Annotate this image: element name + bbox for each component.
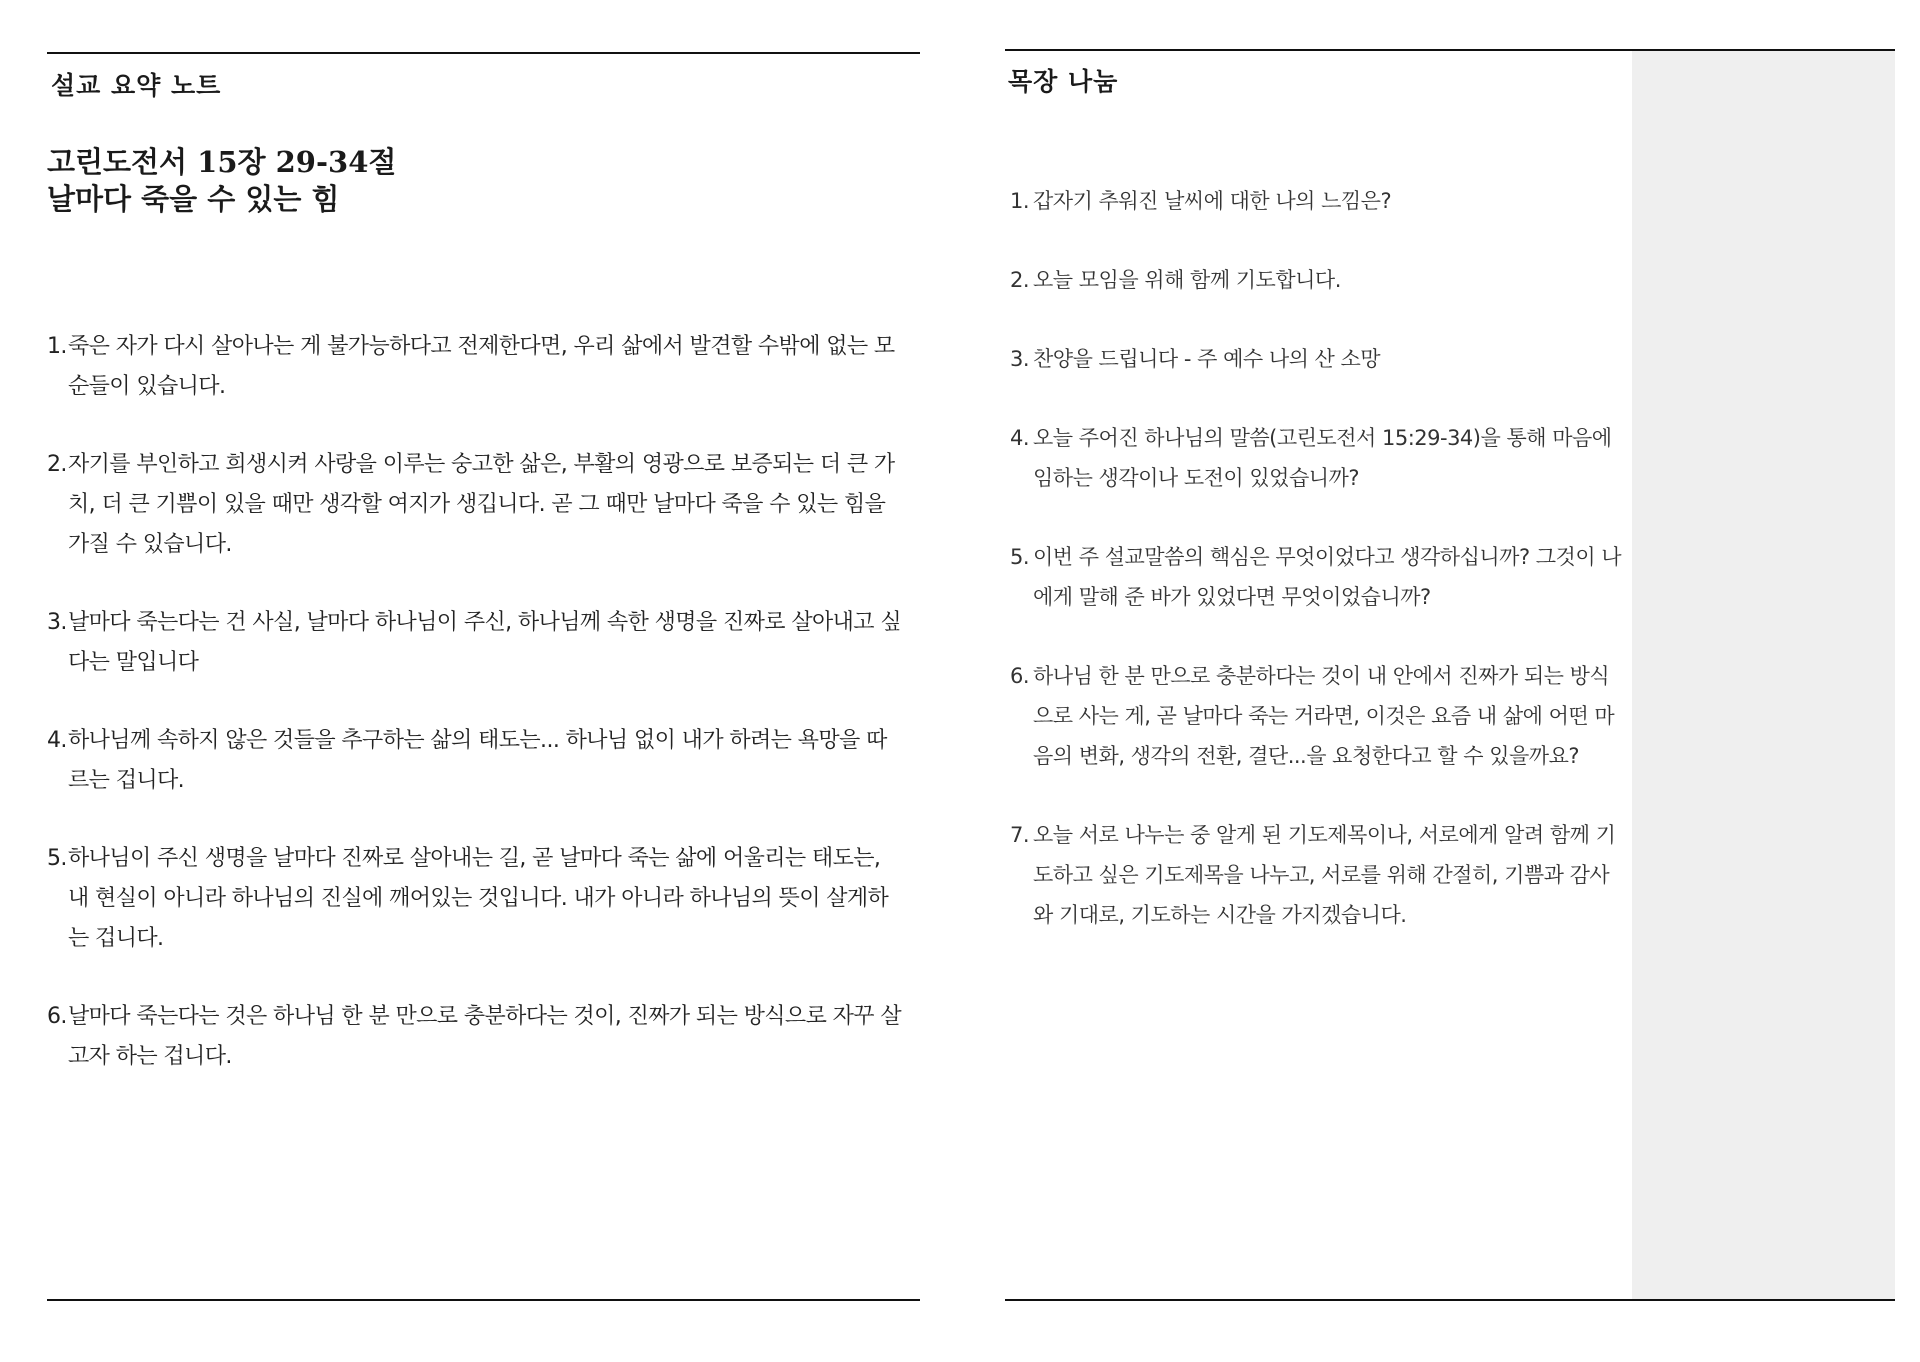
item-text: 자기를 부인하고 희생시켜 사랑을 이루는 숭고한 삶은, 부활의 영광으로 보증되는 더 큰 가치, 더 큰 기쁨이 있을 때만 생각할 여지가 생깁니다. 곧 그 때만 날마다 죽을 수 있는 힘을 가질 수 있습니다. bbox=[68, 452, 895, 557]
item-text: 오늘 주어진 하나님의 말씀(고린도전서 15:29-34)을 통해 마음에 임하는 생각이나 도전이 있었습니까? bbox=[1033, 426, 1612, 490]
item-number: 7. bbox=[1010, 823, 1030, 847]
item-number: 4. bbox=[1010, 426, 1030, 450]
item-number: 5. bbox=[47, 846, 67, 871]
item-number: 3. bbox=[1010, 347, 1030, 371]
question-item bbox=[1010, 418, 1625, 498]
summary-item bbox=[47, 445, 907, 565]
group-sharing-page bbox=[1005, 49, 1895, 1302]
section-label: 설교 요약 노트 bbox=[51, 71, 222, 100]
item-text: 하나님이 주신 생명을 날마다 진짜로 살아내는 길, 곧 날마다 죽는 삶에 어울리는 태도는, 내 현실이 아니라 하나님의 진실에 깨어있는 것입니다. 내가 아니라 하나님의 뜻이 살게하는 겁니다. bbox=[68, 846, 889, 951]
sermon-title bbox=[47, 144, 396, 218]
summary-item bbox=[47, 839, 907, 959]
item-text: 오늘 서로 나누는 중 알게 된 기도제목이나, 서로에게 알려 함께 기도하고 싶은 기도제목을 나누고, 서로를 위해 간절히, 기쁨과 감사와 기대로, 기도하는 시간을 가지겠습니다. bbox=[1033, 823, 1616, 927]
summary-item bbox=[47, 603, 907, 683]
sermon-title-passage: 고린도전서 15장 29-34절 bbox=[47, 145, 397, 179]
item-number: 3. bbox=[47, 610, 67, 635]
item-text: 죽은 자가 다시 살아나는 게 불가능하다고 전제한다면, 우리 삶에서 발견할 수밖에 없는 모순들이 있습니다. bbox=[68, 334, 895, 399]
summary-item bbox=[47, 721, 907, 801]
item-text: 날마다 죽는다는 건 사실, 날마다 하나님이 주신, 하나님께 속한 생명을 진짜로 살아내고 싶다는 말입니다 bbox=[68, 610, 901, 675]
item-text: 하나님 한 분 만으로 충분하다는 것이 내 안에서 진짜가 되는 방식으로 사는 게, 곧 날마다 죽는 거라면, 이것은 요즘 내 삶에 어떤 마음의 변화, 생각의 전환, 결단...을 요청한다고 할 수 있을까요? bbox=[1033, 664, 1615, 768]
question-item bbox=[1010, 181, 1625, 221]
margin-panel bbox=[1632, 51, 1895, 1301]
question-item bbox=[1010, 339, 1625, 379]
item-text: 이번 주 설교말씀의 핵심은 무엇이었다고 생각하십니까? 그것이 나에게 말해 준 바가 있었다면 무엇이었습니까? bbox=[1033, 545, 1622, 609]
item-number: 2. bbox=[47, 452, 67, 477]
sharing-question-list bbox=[1010, 181, 1625, 974]
item-number: 1. bbox=[47, 334, 67, 359]
question-item bbox=[1010, 537, 1625, 617]
item-number: 6. bbox=[1010, 664, 1030, 688]
bottom-divider bbox=[1005, 1299, 1895, 1301]
top-divider bbox=[47, 52, 920, 54]
question-item bbox=[1010, 656, 1625, 776]
sermon-title-subject: 날마다 죽을 수 있는 힘 bbox=[47, 182, 340, 216]
question-item bbox=[1010, 260, 1625, 300]
summary-item bbox=[47, 327, 907, 407]
item-number: 1. bbox=[1010, 189, 1030, 213]
item-text: 날마다 죽는다는 것은 하나님 한 분 만으로 충분하다는 것이, 진짜가 되는 방식으로 자꾸 살고자 하는 겁니다. bbox=[68, 1004, 901, 1069]
item-number: 4. bbox=[47, 728, 67, 753]
item-text: 오늘 모임을 위해 함께 기도합니다. bbox=[1033, 268, 1341, 292]
top-divider bbox=[1005, 49, 1895, 51]
sermon-summary-page bbox=[47, 52, 920, 1302]
item-number: 6. bbox=[47, 1004, 67, 1029]
bottom-divider bbox=[47, 1299, 920, 1301]
item-number: 2. bbox=[1010, 268, 1030, 292]
item-text: 갑자기 추워진 날씨에 대한 나의 느낌은? bbox=[1033, 189, 1392, 213]
item-text: 하나님께 속하지 않은 것들을 추구하는 삶의 태도는... 하나님 없이 내가 하려는 욕망을 따르는 겁니다. bbox=[68, 728, 887, 793]
question-item bbox=[1010, 815, 1625, 935]
summary-item bbox=[47, 997, 907, 1077]
section-label: 목장 나눔 bbox=[1008, 67, 1119, 96]
summary-list bbox=[47, 327, 907, 1115]
item-text: 찬양을 드립니다 - 주 예수 나의 산 소망 bbox=[1033, 347, 1381, 371]
item-number: 5. bbox=[1010, 545, 1030, 569]
